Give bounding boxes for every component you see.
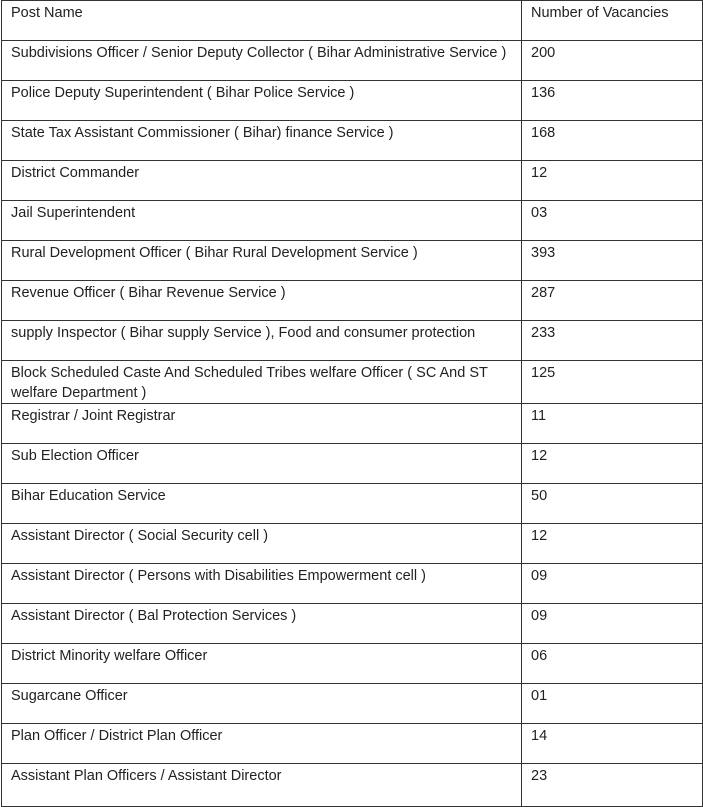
- post-name-cell: State Tax Assistant Commissioner ( Bihar) finance Service ): [2, 121, 522, 161]
- vacancy-count-cell: 01: [522, 684, 703, 724]
- vacancy-table: [1, 0, 703, 807]
- post-name-cell: Sub Election Officer: [2, 444, 522, 484]
- table-row: [2, 241, 703, 281]
- header-post-name: Post Name: [2, 1, 522, 41]
- vacancy-count-cell: 136: [522, 81, 703, 121]
- table-row: [2, 684, 703, 724]
- vacancy-count-cell: 23: [522, 764, 703, 807]
- vacancy-count-cell: 09: [522, 564, 703, 604]
- vacancy-count-cell: 09: [522, 604, 703, 644]
- post-name-cell: supply Inspector ( Bihar supply Service ), Food and consumer protection: [2, 321, 522, 361]
- vacancy-count-cell: 287: [522, 281, 703, 321]
- post-name-cell: Assistant Plan Officers / Assistant Director: [2, 764, 522, 807]
- post-name-cell: Sugarcane Officer: [2, 684, 522, 724]
- vacancy-count-cell: 12: [522, 524, 703, 564]
- vacancy-count-cell: 50: [522, 484, 703, 524]
- table-row: [2, 201, 703, 241]
- table-row: [2, 404, 703, 444]
- table-row: [2, 564, 703, 604]
- post-name-cell: Revenue Officer ( Bihar Revenue Service ): [2, 281, 522, 321]
- vacancy-count-cell: 12: [522, 444, 703, 484]
- post-name-cell: Assistant Director ( Bal Protection Services ): [2, 604, 522, 644]
- post-name-cell: Block Scheduled Caste And Scheduled Tribes welfare Officer ( SC And ST welfare Department ): [2, 361, 522, 404]
- post-name-cell: Registrar / Joint Registrar: [2, 404, 522, 444]
- vacancy-count-cell: 125: [522, 361, 703, 404]
- table-row: [2, 644, 703, 684]
- table-row: [2, 321, 703, 361]
- vacancy-count-cell: 12: [522, 161, 703, 201]
- post-name-cell: Jail Superintendent: [2, 201, 522, 241]
- vacancy-count-cell: 233: [522, 321, 703, 361]
- vacancy-count-cell: 14: [522, 724, 703, 764]
- table-row: [2, 444, 703, 484]
- post-name-cell: District Commander: [2, 161, 522, 201]
- header-number-of-vacancies: Number of Vacancies: [522, 1, 703, 41]
- post-name-cell: Rural Development Officer ( Bihar Rural Development Service ): [2, 241, 522, 281]
- vacancy-count-cell: 200: [522, 41, 703, 81]
- table-row: [2, 484, 703, 524]
- vacancy-count-cell: 06: [522, 644, 703, 684]
- table-row: [2, 724, 703, 764]
- table-row: [2, 41, 703, 81]
- vacancy-count-cell: 168: [522, 121, 703, 161]
- post-name-cell: Plan Officer / District Plan Officer: [2, 724, 522, 764]
- table-row: [2, 281, 703, 321]
- vacancy-count-cell: 11: [522, 404, 703, 444]
- table-row: [2, 604, 703, 644]
- vacancy-count-cell: 393: [522, 241, 703, 281]
- table-row: [2, 764, 703, 807]
- post-name-cell: District Minority welfare Officer: [2, 644, 522, 684]
- table-row: [2, 81, 703, 121]
- post-name-cell: Subdivisions Officer / Senior Deputy Collector ( Bihar Administrative Service ): [2, 41, 522, 81]
- post-name-cell: Bihar Education Service: [2, 484, 522, 524]
- vacancy-count-cell: 03: [522, 201, 703, 241]
- table-row: [2, 121, 703, 161]
- post-name-cell: Police Deputy Superintendent ( Bihar Police Service ): [2, 81, 522, 121]
- table-row: [2, 361, 703, 404]
- post-name-cell: Assistant Director ( Persons with Disabilities Empowerment cell ): [2, 564, 522, 604]
- table-row: [2, 161, 703, 201]
- table-header-row: [2, 1, 703, 41]
- post-name-cell: Assistant Director ( Social Security cell ): [2, 524, 522, 564]
- table-row: [2, 524, 703, 564]
